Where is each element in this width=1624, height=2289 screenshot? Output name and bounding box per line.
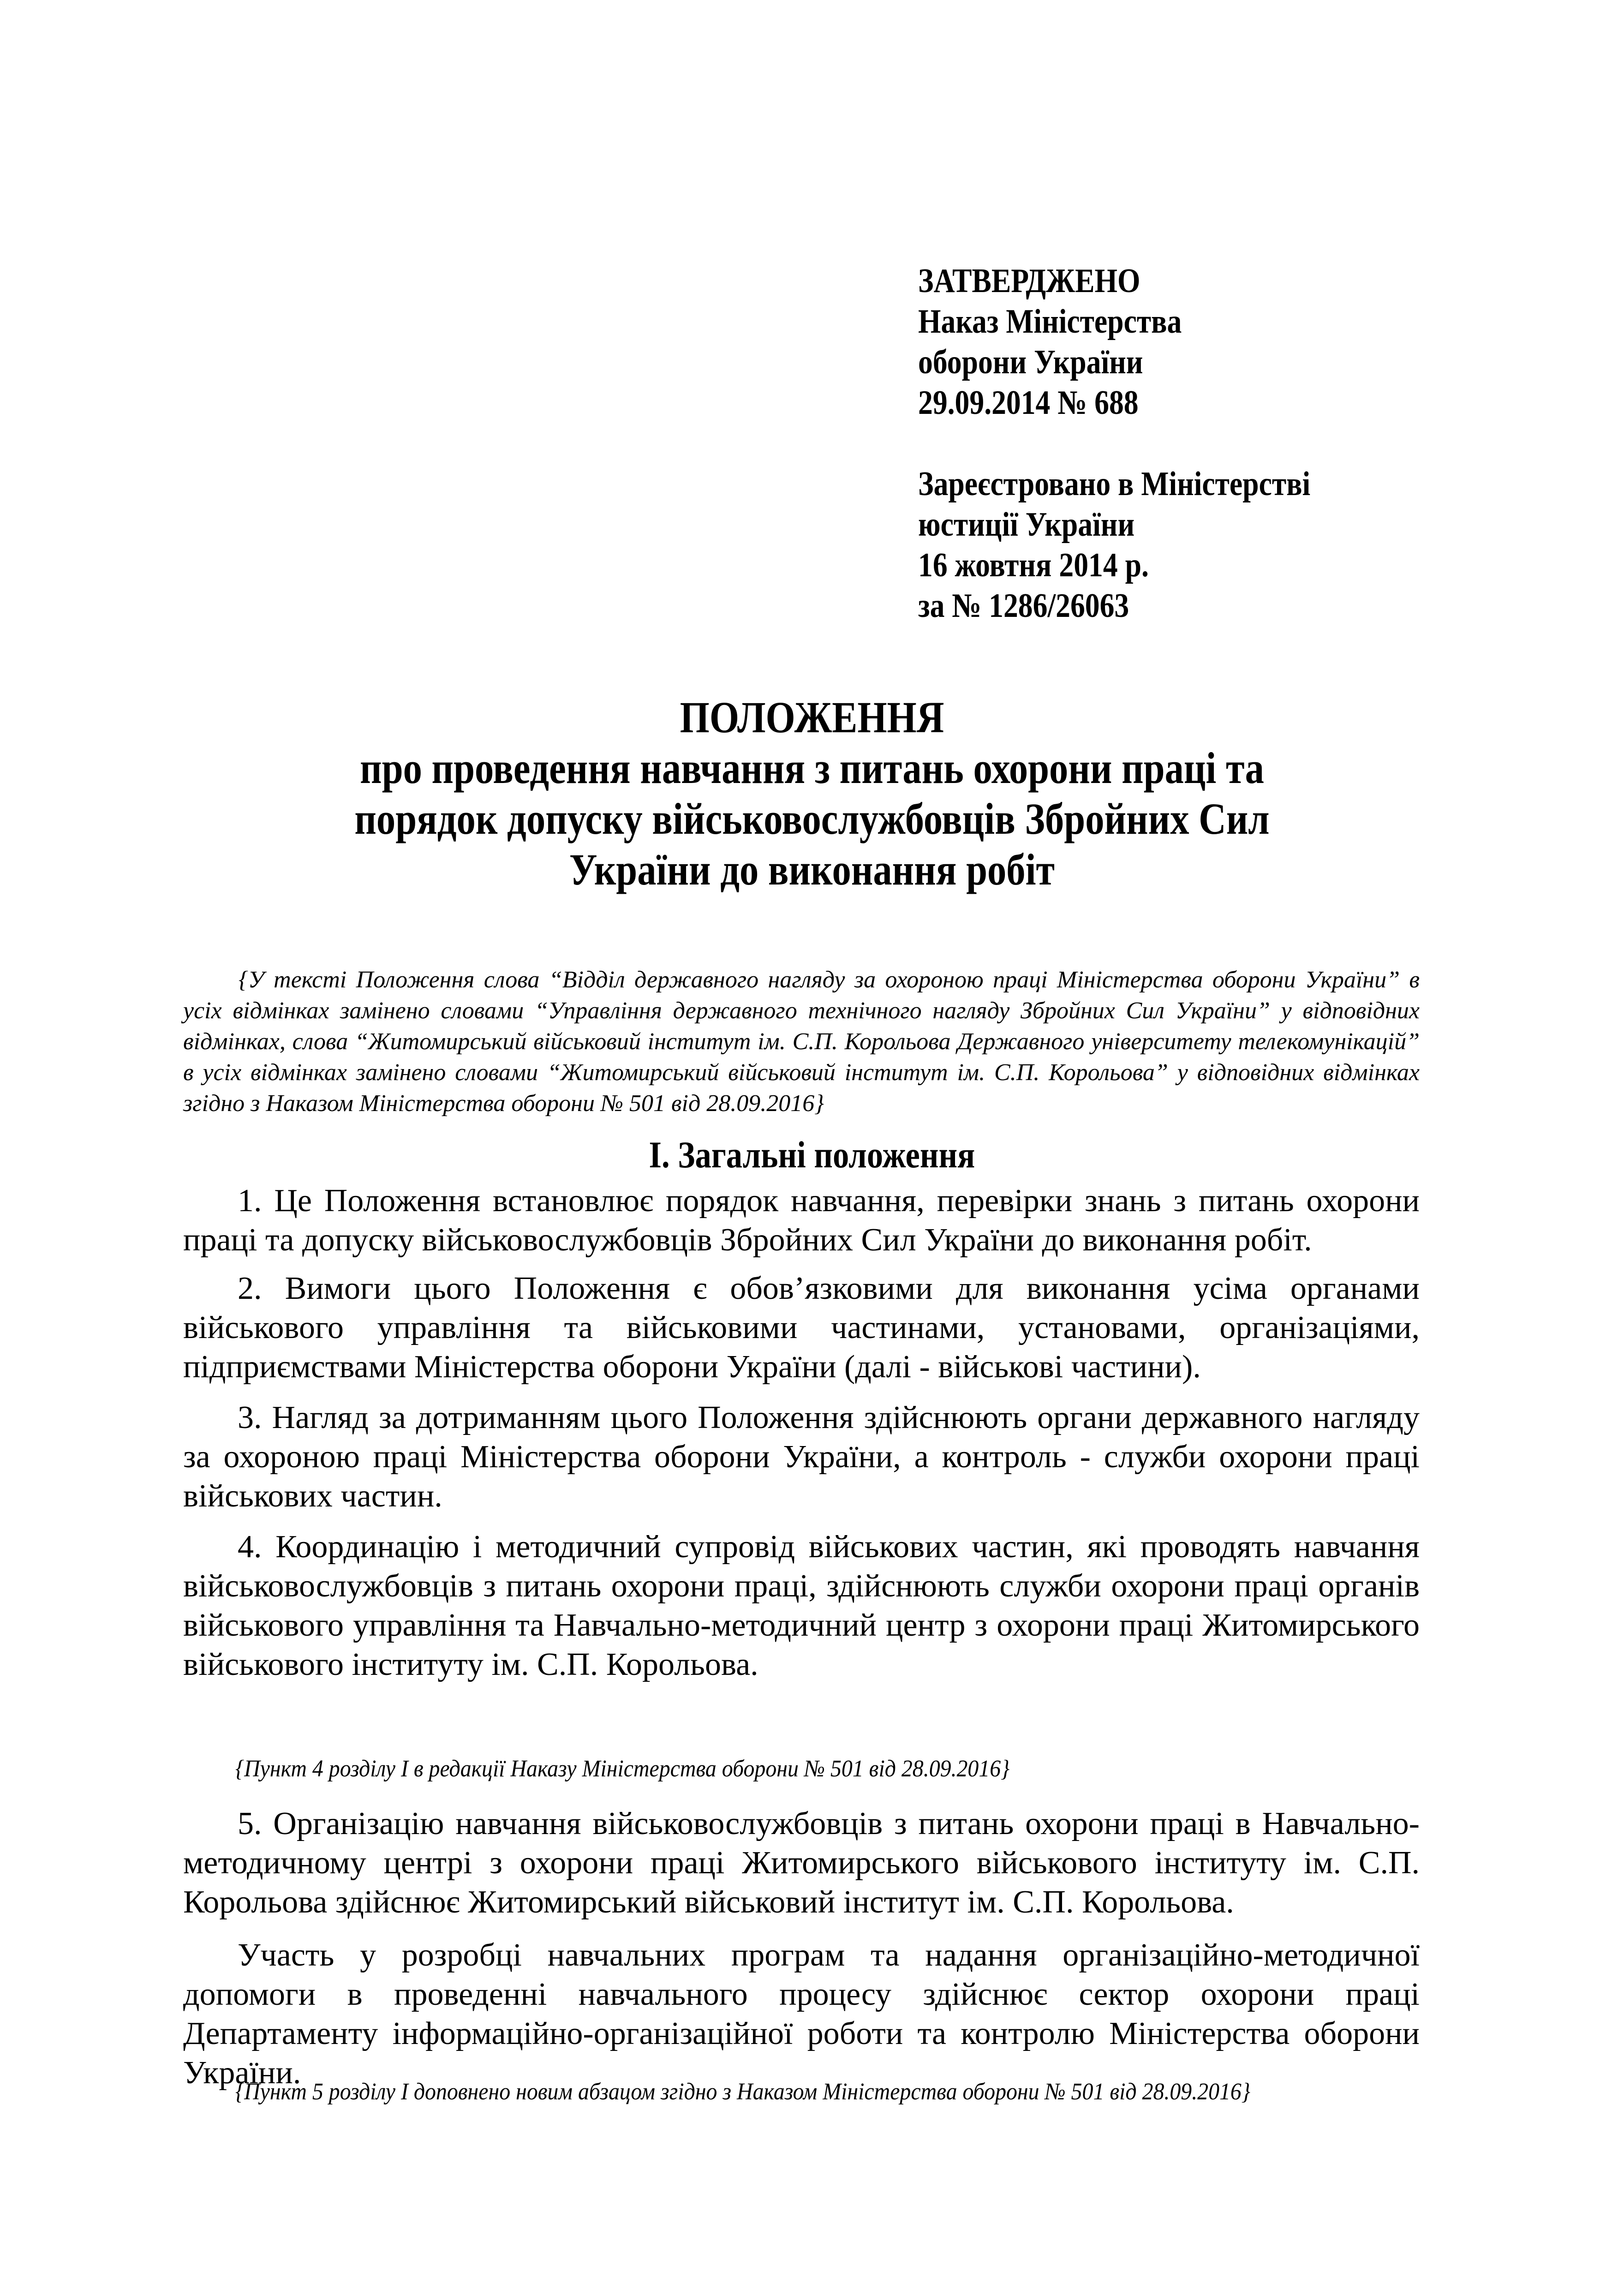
document-title-block bbox=[0, 692, 1624, 895]
paragraph-5: 5. Організацію навчання військовослужбовців з питань охорони праці в Навчально-методичному центрі з охорони праці Житомирського військового інституту ім. С.П. Корольова здійснює Житомирський військовий інститут ім. С.П. Корольова. bbox=[183, 1806, 1420, 1920]
paragraph-5-addendum: Участь у розробці навчальних програм та надання організаційно-методичної допомоги в проведенні навчального процесу здійснює сектор охорони праці Департаменту інформаційно-організаційної роботи та контролю Міністерства оборони України. bbox=[183, 1937, 1420, 2091]
document-title: ПОЛОЖЕННЯ bbox=[680, 693, 944, 742]
approval-spacer bbox=[918, 423, 1472, 464]
amendment-note-point-4: {Пункт 4 розділу I в редакції Наказу Міністерства оборони № 501 від 28.09.2016} bbox=[235, 1756, 1010, 1782]
approval-stamp-block bbox=[918, 261, 1472, 626]
paragraph-2: 2. Вимоги цього Положення є обов’язковими для виконання усіма органами військового управління та військовими частинами, установами, організаціями, підприємствами Міністерства оборони України (далі - військові частини). bbox=[183, 1271, 1420, 1385]
document-subtitle-line-1: про проведення навчання з питань охорони праці та bbox=[360, 743, 1264, 793]
section-heading bbox=[0, 1133, 1624, 1177]
approval-ministry: оборони України bbox=[918, 343, 1143, 381]
paragraph-4: 4. Координацію і методичний супровід військових частин, які проводять навчання військовослужбовців з питань охорони праці, здійснюють служби охорони праці органів військового управління та Навчально-методичний центр з охорони праці Житомирського військового інституту ім. С.П. Корольова. bbox=[183, 1529, 1420, 1682]
document-subtitle-line-2: порядок допуску військовослужбовців Збройних Сил bbox=[354, 794, 1270, 843]
registration-label: Зареєстровано в Міністерстві bbox=[918, 465, 1311, 503]
approval-date-number: 29.09.2014 № 688 bbox=[918, 384, 1139, 422]
registration-date: 16 жовтня 2014 р. bbox=[918, 546, 1149, 584]
section-heading-text: I. Загальні положення bbox=[649, 1134, 975, 1176]
approval-label: ЗАТВЕРДЖЕНО bbox=[918, 262, 1140, 300]
amendment-note-point-5: {Пункт 5 розділу I доповнено новим абзацом згідно з Наказом Міністерства оборони № 501 від 28.09.2016} bbox=[235, 2079, 1250, 2105]
editorial-note: {У тексті Положення слова “Відділ державного нагляду за охороною праці Міністерства оборони України” в усіх відмінках замінено словами “Управління державного технічного нагляду Збройних Сил України” у відповідних відмінках, слова “Житомирський військовий інститут ім. С.П. Корольова Державного університету телекомунікацій” в усіх відмінках замінено словами “Житомирський військовий інститут ім. С.П. Корольова” у відповідних відмінках згідно з Наказом Міністерства оборони № 501 від 28.09.2016} bbox=[183, 967, 1420, 1117]
paragraph-3: 3. Нагляд за дотриманням цього Положення здійснюють органи державного нагляду за охороною праці Міністерства оборони України, а контроль - служби охорони праці військових частин. bbox=[183, 1400, 1420, 1514]
approval-order: Наказ Міністерства bbox=[918, 303, 1182, 341]
paragraph-1: 1. Це Положення встановлює порядок навчання, перевірки знань з питань охорони праці та допуску військовослужбовців Збройних Сил України до виконання робіт. bbox=[183, 1183, 1420, 1258]
registration-number: за № 1286/26063 bbox=[918, 587, 1129, 625]
document-subtitle-line-3: України до виконання робіт bbox=[569, 845, 1055, 894]
registration-ministry: юстиції України bbox=[918, 506, 1135, 544]
